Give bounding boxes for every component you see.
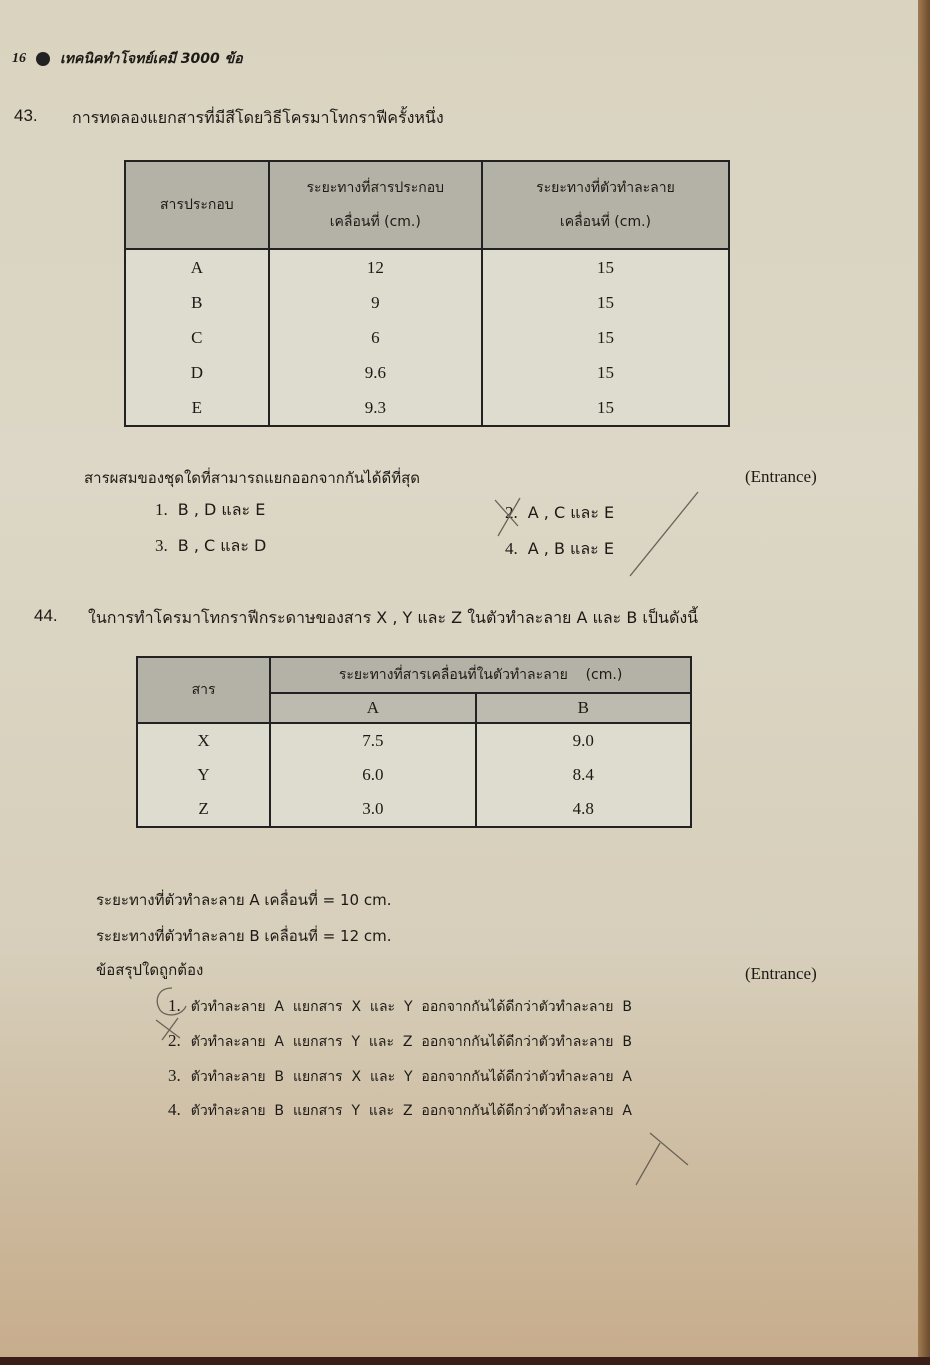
cell-solvent-a: 6.0 bbox=[270, 758, 475, 792]
q44-number: 44. bbox=[34, 606, 58, 625]
cell-substance: Y bbox=[137, 758, 270, 792]
q43-table bbox=[124, 160, 730, 427]
cell-solvent-distance: 15 bbox=[482, 249, 729, 285]
cell-compound-distance: 9.6 bbox=[269, 355, 482, 390]
cell-solvent-distance: 15 bbox=[482, 320, 729, 355]
cell-substance: Z bbox=[137, 792, 270, 827]
header-line: ระยะทางที่ตัวทำละลาย bbox=[536, 180, 675, 196]
option-number: 1. bbox=[168, 996, 181, 1015]
option-text: B , D และ E bbox=[177, 500, 266, 519]
q44-source: (Entrance) bbox=[745, 964, 817, 983]
book-title: เทคนิคทำโจทย์เคมี 3000 ข้อ bbox=[60, 51, 243, 67]
option-text: B , C และ D bbox=[177, 536, 267, 555]
q44-given-a: ระยะทางที่ตัวทำละลาย A เคลื่อนที่ = 10 cm. bbox=[96, 891, 392, 909]
table-row bbox=[137, 792, 691, 827]
cell-solvent-distance: 15 bbox=[482, 355, 729, 390]
cell-solvent-distance: 15 bbox=[482, 390, 729, 426]
table-row bbox=[125, 390, 729, 426]
cell-compound-distance: 9.3 bbox=[269, 390, 482, 426]
q44-header-solvent-b: B bbox=[476, 693, 691, 723]
cell-solvent-b: 4.8 bbox=[476, 792, 691, 827]
cell-solvent-b: 9.0 bbox=[476, 723, 691, 758]
q44-option-2[interactable] bbox=[168, 1031, 632, 1053]
q44-question: ข้อสรุปใดถูกต้อง bbox=[96, 961, 204, 979]
option-number: 1. bbox=[155, 500, 168, 519]
q43-number: 43. bbox=[14, 106, 38, 125]
q43-header-solvent-distance bbox=[482, 161, 729, 249]
q44-header-substance: สาร bbox=[137, 657, 270, 723]
table-row bbox=[125, 249, 729, 285]
q44-stem: ในการทำโครมาโทกราฟีกระดาษของสาร X , Y และ Z ในตัวทำละลาย A และ B เป็นดังนี้ bbox=[88, 608, 699, 627]
option-text: ตัวทำละลาย B แยกสาร X และ Y ออกจากกันได้ดีกว่าตัวทำละลาย A bbox=[190, 1069, 633, 1085]
page-number: 16 bbox=[12, 51, 26, 66]
q43-option-3[interactable] bbox=[155, 534, 266, 559]
header-line: ระยะทางที่สารประกอบ bbox=[306, 180, 445, 196]
option-text: ตัวทำละลาย A แยกสาร X และ Y ออกจากกันได้ดีกว่าตัวทำละลาย B bbox=[190, 999, 633, 1015]
option-text: A , B และ E bbox=[527, 539, 614, 558]
option-number: 4. bbox=[168, 1100, 181, 1119]
pencil-circle-mark bbox=[150, 982, 200, 1052]
option-text: A , C และ E bbox=[527, 503, 615, 522]
cell-compound: B bbox=[125, 285, 269, 320]
table-row bbox=[125, 320, 729, 355]
cell-solvent-distance: 15 bbox=[482, 285, 729, 320]
cell-solvent-b: 8.4 bbox=[476, 758, 691, 792]
q44-given-b: ระยะทางที่ตัวทำละลาย B เคลื่อนที่ = 12 cm. bbox=[96, 927, 392, 945]
cell-compound: A bbox=[125, 249, 269, 285]
pencil-cross-mark bbox=[490, 488, 710, 583]
q43-source: (Entrance) bbox=[745, 467, 817, 486]
header-line: เคลื่อนที่ (cm.) bbox=[329, 214, 421, 230]
header-line: เคลื่อนที่ (cm.) bbox=[559, 214, 652, 230]
table-row bbox=[137, 723, 691, 758]
page-edge bbox=[918, 0, 930, 1365]
bullet-icon bbox=[36, 52, 50, 66]
option-number: 2. bbox=[168, 1031, 181, 1050]
q44-option-4[interactable] bbox=[168, 1100, 632, 1122]
running-header bbox=[12, 48, 243, 70]
q43-stem: การทดลองแยกสารที่มีสีโดยวิธีโครมาโทกราฟีครั้งหนึ่ง bbox=[72, 108, 444, 127]
option-number: 3. bbox=[168, 1066, 181, 1085]
q44-table bbox=[136, 656, 692, 828]
q44-option-3[interactable] bbox=[168, 1066, 632, 1088]
cell-compound-distance: 9 bbox=[269, 285, 482, 320]
q44-header-distance: ระยะทางที่สารเคลื่อนที่ในตัวทำละลาย (cm.) bbox=[270, 657, 691, 693]
cell-compound-distance: 12 bbox=[269, 249, 482, 285]
q44-header-solvent-a: A bbox=[270, 693, 475, 723]
cell-solvent-a: 3.0 bbox=[270, 792, 475, 827]
cell-compound: C bbox=[125, 320, 269, 355]
option-number: 2. bbox=[505, 503, 518, 522]
table-row bbox=[125, 355, 729, 390]
q43-header-compound: สารประกอบ bbox=[125, 161, 269, 249]
option-number: 3. bbox=[155, 536, 168, 555]
bottom-edge bbox=[0, 1357, 930, 1365]
pencil-check-mark bbox=[620, 1125, 700, 1195]
q43-header-compound-distance bbox=[269, 161, 482, 249]
q44-option-1[interactable] bbox=[168, 996, 632, 1018]
cell-solvent-a: 7.5 bbox=[270, 723, 475, 758]
cell-compound: E bbox=[125, 390, 269, 426]
table-row bbox=[137, 758, 691, 792]
option-number: 4. bbox=[505, 539, 518, 558]
cell-compound: D bbox=[125, 355, 269, 390]
q43-option-1[interactable] bbox=[155, 498, 265, 523]
table-row bbox=[125, 285, 729, 320]
option-text: ตัวทำละลาย A แยกสาร Y และ Z ออกจากกันได้ดีกว่าตัวทำละลาย B bbox=[190, 1034, 633, 1050]
cell-substance: X bbox=[137, 723, 270, 758]
q43-question: สารผสมของชุดใดที่สามารถแยกออกจากกันได้ดีที่สุด bbox=[84, 469, 421, 487]
cell-compound-distance: 6 bbox=[269, 320, 482, 355]
option-text: ตัวทำละลาย B แยกสาร Y และ Z ออกจากกันได้ดีกว่าตัวทำละลาย A bbox=[190, 1103, 633, 1119]
